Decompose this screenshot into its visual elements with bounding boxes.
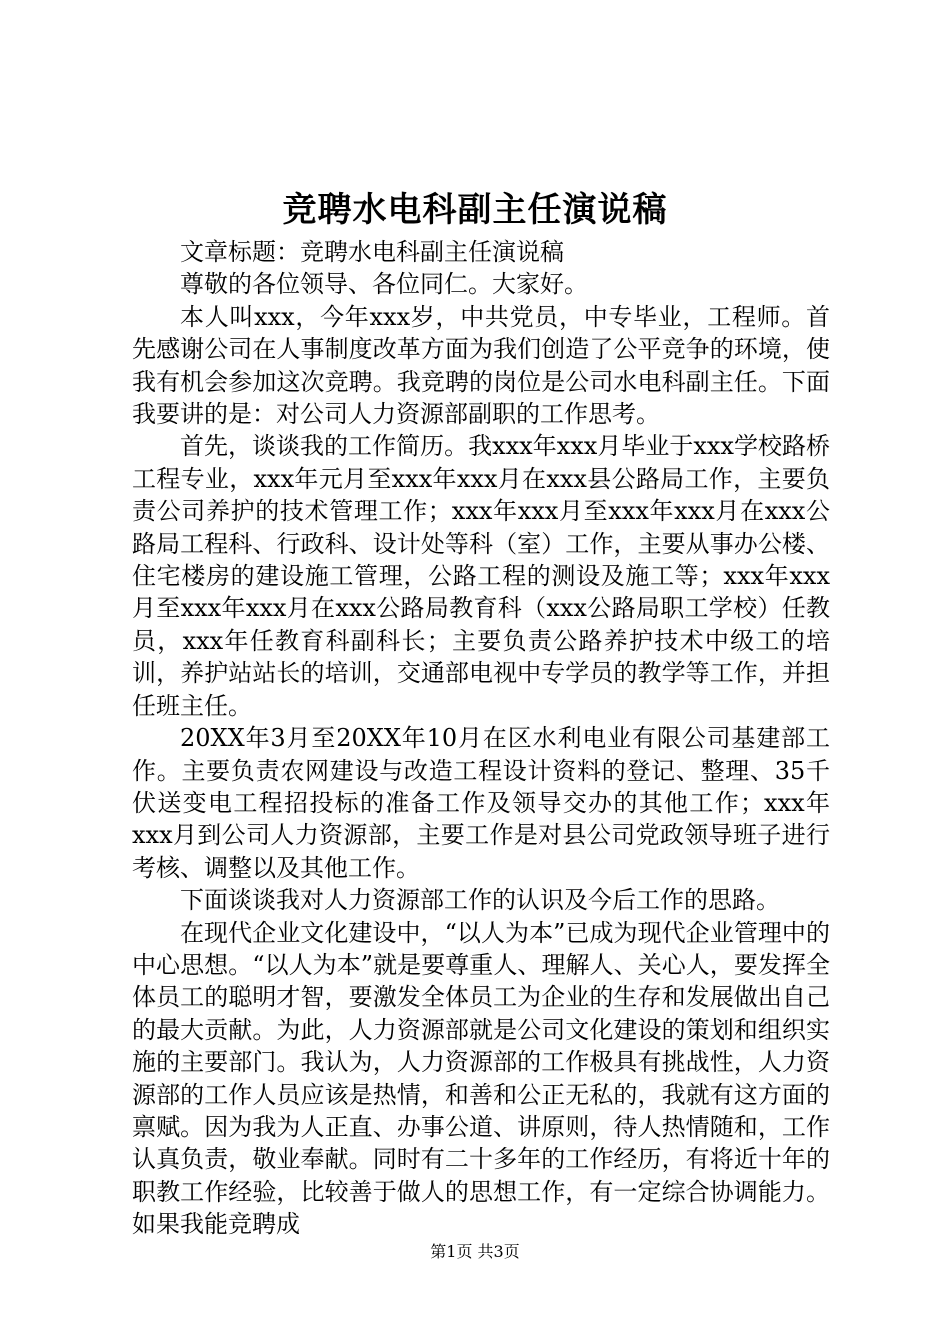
document-title: 竞聘水电科副主任演说稿	[282, 190, 668, 230]
document-body	[132, 236, 830, 1241]
paragraph-work-history: 首先，谈谈我的工作简历。我xxx年xxx月毕业于xxx学校路桥工程专业，xxx年元月至xxx年xxx月在xxx县公路局工作，主要负责公司养护的技术管理工作；xxx年xxx月至xxx年xxx月在xxx公路局工程科、行政科、设计处等科（室）工作，主要从事办公楼、住宅楼房的建设施工管理，公路工程的测设及施工等；xxx年xxx月至xxx年xxx月在xxx公路局教育科（xxx公路局职工学校）任教员，xxx年任教育科副科长；主要负责公路养护技术中级工的培训，养护站站长的培训，交通部电视中专学员的教学等工作，并担任班主任。	[132, 432, 830, 720]
paragraph-article-title: 文章标题：竞聘水电科副主任演说稿	[180, 238, 564, 266]
paragraph-introduction: 本人叫xxx，今年xxx岁，中共党员，中专毕业，工程师。首先感谢公司在人事制度改革方面为我们创造了公平竞争的环境，使我有机会参加这次竞聘。我竞聘的岗位是公司水电科副主任。下面我要讲的是：对公司人力资源部副职的工作思考。	[132, 302, 830, 429]
paragraph-hr-understanding: 在现代企业文化建设中，“以人为本”已成为现代企业管理中的中心思想。“以人为本”就是要尊重人、理解人、关心人，要发挥全体员工的聪明才智，要激发全体员工为企业的生存和发展做出自己的最大贡献。为此，人力资源部就是公司文化建设的策划和组织实施的主要部门。我认为，人力资源部的工作极具有挑战性，人力资源部的工作人员应该是热情，和善和公正无私的，我就有这方面的禀赋。因为我为人正直、办事公道、讲原则，待人热情随和，工作认真负责，敬业奉献。同时有二十多年的工作经历，有将近十年的职教工作经验，比较善于做人的思想工作，有一定综合协调能力。如果我能竞聘成	[132, 918, 830, 1239]
paragraph-transition: 下面谈谈我对人力资源部工作的认识及今后工作的思路。	[180, 886, 780, 915]
page-footer: 第1页 共3页	[430, 1242, 520, 1261]
paragraph-greeting: 尊敬的各位领导、各位同仁。大家好。	[180, 270, 588, 299]
paragraph-recent-work: 20XX年3月至20XX年10月在区水利电业有限公司基建部工作。主要负责农网建设与改造工程设计资料的登记、整理、35千伏送变电工程招投标的准备工作及领导交办的其他工作；xxx年xxx月到公司人力资源部，主要工作是对县公司党政领导班子进行考核、调整以及其他工作。	[132, 724, 830, 882]
